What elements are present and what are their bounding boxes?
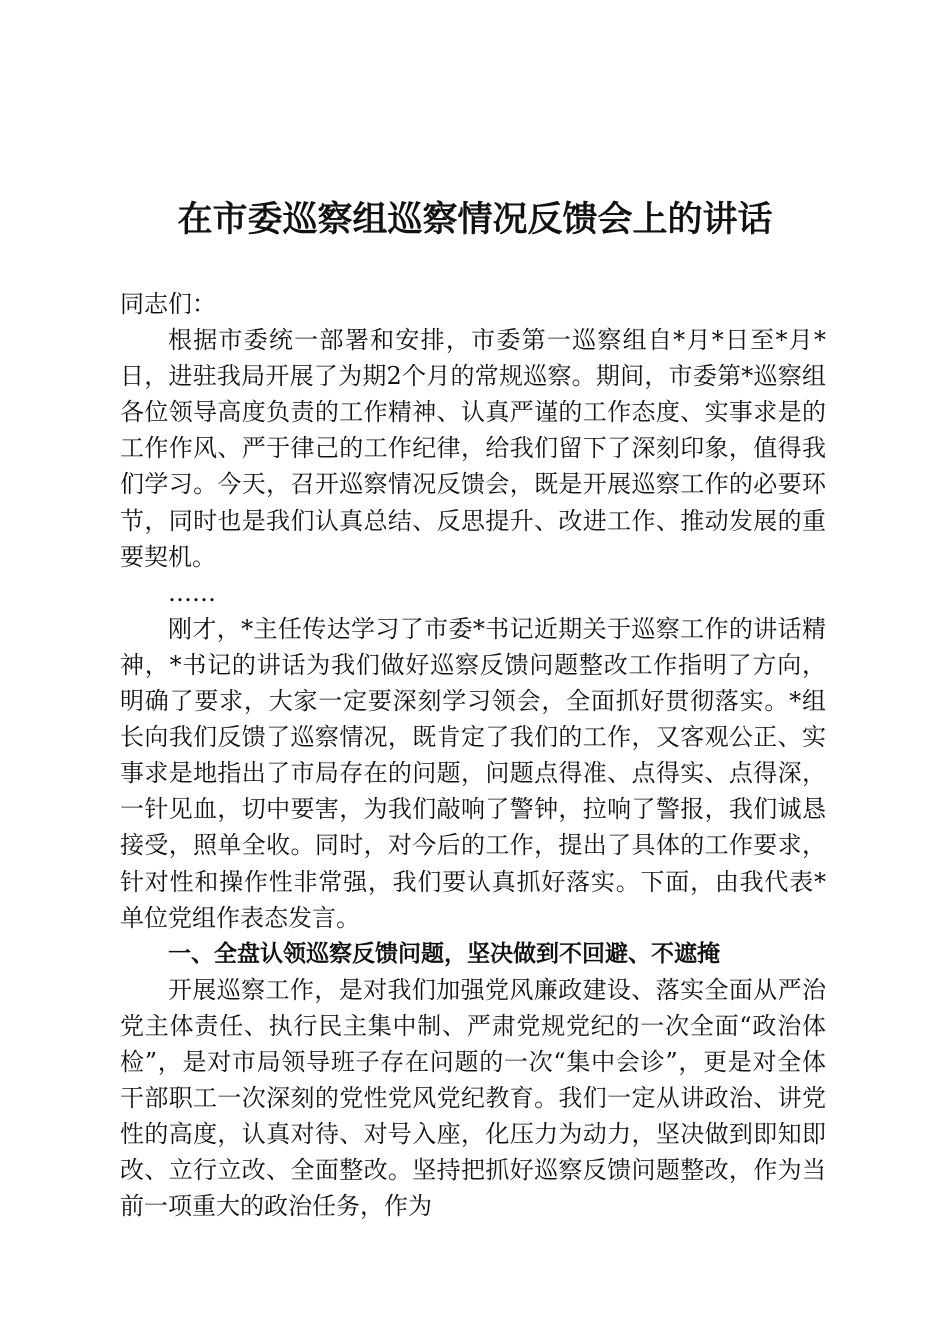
paragraph-feedback: 刚才，*主任传达学习了市委*书记近期关于巡察工作的讲话精神，*书记的讲话为我们做好巡察反馈问题整改工作指明了方向，明确了要求，大家一定要深刻学习领会，全面抓好贯彻落实。*组长向我们反馈了巡察情况，既肯定了我们的工作，又客观公正、实事求是地指出了市局存在的问题，问题点得准、点得实、点得深，一针见血，切中要害，为我们敲响了警钟，拉响了警报，我们诚恳接受，照单全收。同时，对今后的工作，提出了具体的工作要求，针对性和操作性非常强，我们要认真抓好落实。下面，由我代表*单位党组作表态发言。: [120, 614, 826, 932]
salutation: 同志们：: [120, 290, 216, 318]
ellipsis: ……: [168, 578, 216, 607]
document-body: [120, 286, 826, 1224]
paragraph-section-1: 开展巡察工作，是对我们加强党风廉政建设、落实全面从严治党主体责任、执行民主集中制、严肃党规党纪的一次全面“政治体检”，是对市局领导班子存在问题的一次“集中会诊”，更是对全体干部职工一次深刻的党性党风党纪教育。我们一定从讲政治、讲党性的高度，认真对待、对号入座，化压力为动力，坚决做到即知即改、立行立改、全面整改。坚持把抓好巡察反馈问题整改，作为当前一项重大的政治任务，作为: [120, 975, 826, 1221]
section-heading-1: 一、全盘认领巡察反馈问题，坚决做到不回避、不遮掩: [168, 940, 720, 967]
document-title: 在市委巡察组巡察情况反馈会上的讲话: [177, 199, 773, 240]
paragraph-opening: 根据市委统一部署和安排，市委第一巡察组自*月*日至*月*日，进驻我局开展了为期2个月的常规巡察。期间，市委第*巡察组各位领导高度负责的工作精神、认真严谨的工作态度、实事求是的工作作风、严于律己的工作纪律，给我们留下了深刻印象，值得我们学习。今天，召开巡察情况反馈会，既是开展巡察工作的必要环节，同时也是我们认真总结、反思提升、改进工作、推动发展的重要契机。: [120, 326, 826, 571]
